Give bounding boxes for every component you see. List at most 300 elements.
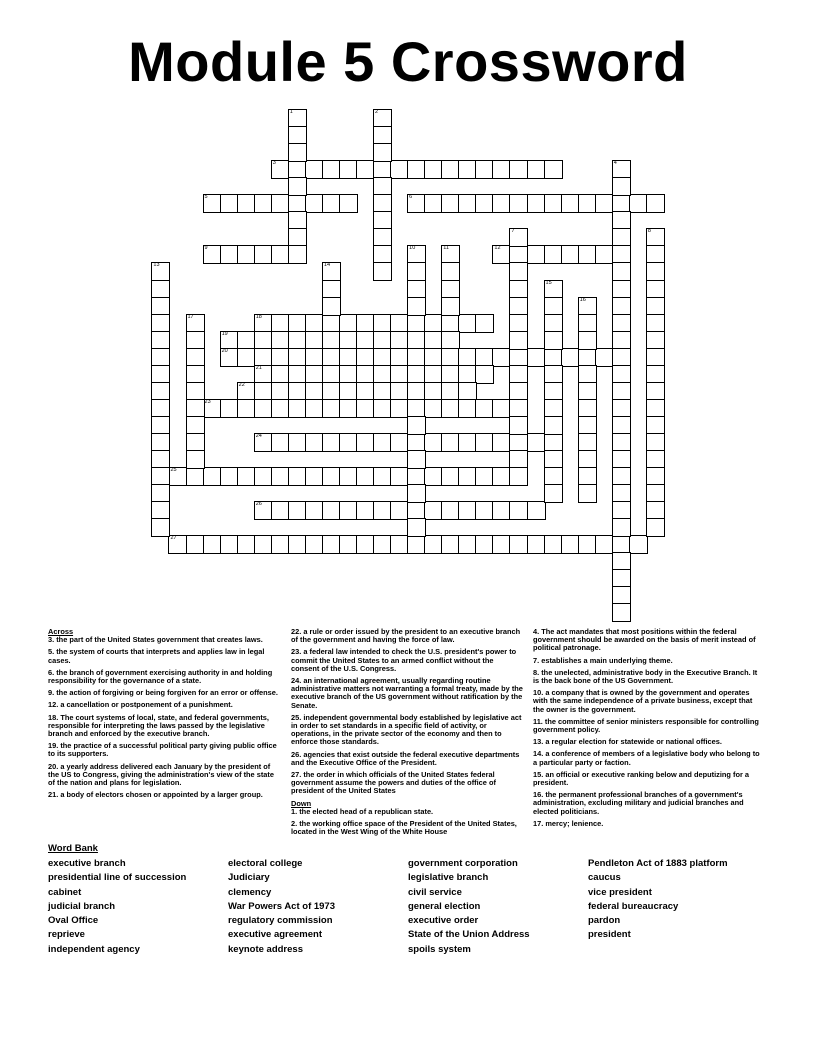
grid-cell[interactable]	[272, 383, 289, 400]
grid-cell[interactable]	[493, 536, 510, 553]
grid-cell[interactable]	[545, 383, 562, 400]
grid-cell[interactable]	[221, 400, 238, 417]
grid-cell[interactable]	[306, 383, 323, 400]
grid-cell[interactable]	[613, 195, 630, 212]
grid-cell[interactable]	[374, 366, 391, 383]
grid-cell[interactable]	[613, 178, 630, 195]
grid-cell[interactable]	[596, 536, 613, 553]
grid-cell[interactable]	[545, 451, 562, 468]
grid-cell[interactable]	[425, 400, 442, 417]
grid-cell[interactable]	[476, 315, 493, 332]
grid-cell[interactable]	[510, 298, 527, 315]
grid-cell[interactable]	[476, 468, 493, 485]
grid-cell[interactable]	[459, 195, 476, 212]
grid-cell[interactable]	[510, 417, 527, 434]
grid-cell[interactable]	[510, 229, 527, 246]
grid-cell[interactable]	[493, 468, 510, 485]
grid-cell[interactable]	[613, 366, 630, 383]
grid-cell[interactable]	[374, 315, 391, 332]
grid-cell[interactable]	[272, 502, 289, 519]
grid-cell[interactable]	[289, 400, 306, 417]
grid-cell[interactable]	[391, 400, 408, 417]
grid-cell[interactable]	[545, 468, 562, 485]
grid-cell[interactable]	[238, 383, 255, 400]
grid-cell[interactable]	[613, 451, 630, 468]
grid-cell[interactable]	[152, 417, 169, 434]
grid-cell[interactable]	[391, 332, 408, 349]
grid-cell[interactable]	[255, 536, 272, 553]
grid-cell[interactable]	[408, 485, 425, 502]
grid-cell[interactable]	[187, 451, 204, 468]
grid-cell[interactable]	[408, 451, 425, 468]
grid-cell[interactable]	[391, 315, 408, 332]
grid-cell[interactable]	[238, 536, 255, 553]
grid-cell[interactable]	[562, 349, 579, 366]
grid-cell[interactable]	[357, 468, 374, 485]
grid-cell[interactable]	[289, 229, 306, 246]
grid-cell[interactable]	[442, 502, 459, 519]
grid-cell[interactable]	[613, 570, 630, 587]
grid-cell[interactable]	[306, 161, 323, 178]
grid-cell[interactable]	[510, 434, 527, 451]
grid-cell[interactable]	[510, 536, 527, 553]
grid-cell[interactable]	[357, 434, 374, 451]
grid-cell[interactable]	[289, 468, 306, 485]
grid-cell[interactable]	[323, 383, 340, 400]
grid-cell[interactable]	[493, 502, 510, 519]
grid-cell[interactable]	[204, 468, 221, 485]
grid-cell[interactable]	[647, 502, 664, 519]
grid-cell[interactable]	[408, 263, 425, 280]
grid-cell[interactable]	[562, 195, 579, 212]
grid-cell[interactable]	[442, 366, 459, 383]
grid-cell[interactable]	[306, 434, 323, 451]
grid-cell[interactable]	[391, 349, 408, 366]
grid-cell[interactable]	[425, 161, 442, 178]
grid-cell[interactable]	[187, 315, 204, 332]
grid-cell[interactable]	[238, 349, 255, 366]
grid-cell[interactable]	[340, 161, 357, 178]
grid-cell[interactable]	[647, 332, 664, 349]
grid-cell[interactable]	[204, 195, 221, 212]
grid-cell[interactable]	[408, 434, 425, 451]
grid-cell[interactable]	[187, 332, 204, 349]
grid-cell[interactable]	[152, 315, 169, 332]
grid-cell[interactable]	[510, 349, 527, 366]
grid-cell[interactable]	[152, 519, 169, 536]
grid-cell[interactable]	[152, 332, 169, 349]
grid-cell[interactable]	[289, 246, 306, 263]
grid-cell[interactable]	[187, 468, 204, 485]
grid-cell[interactable]	[647, 468, 664, 485]
grid-cell[interactable]	[613, 502, 630, 519]
grid-cell[interactable]	[374, 127, 391, 144]
grid-cell[interactable]	[340, 332, 357, 349]
grid-cell[interactable]	[647, 383, 664, 400]
grid-cell[interactable]	[528, 502, 545, 519]
grid-cell[interactable]	[340, 383, 357, 400]
grid-cell[interactable]	[187, 434, 204, 451]
grid-cell[interactable]	[510, 451, 527, 468]
grid-cell[interactable]	[289, 383, 306, 400]
grid-cell[interactable]	[340, 468, 357, 485]
grid-cell[interactable]	[152, 400, 169, 417]
grid-cell[interactable]	[374, 110, 391, 127]
grid-cell[interactable]	[187, 536, 204, 553]
grid-cell[interactable]	[442, 298, 459, 315]
grid-cell[interactable]	[476, 349, 493, 366]
grid-cell[interactable]	[476, 161, 493, 178]
grid-cell[interactable]	[408, 298, 425, 315]
grid-cell[interactable]	[323, 349, 340, 366]
grid-cell[interactable]	[374, 161, 391, 178]
grid-cell[interactable]	[374, 332, 391, 349]
grid-cell[interactable]	[272, 161, 289, 178]
grid-cell[interactable]	[613, 332, 630, 349]
grid-cell[interactable]	[187, 383, 204, 400]
grid-cell[interactable]	[459, 434, 476, 451]
grid-cell[interactable]	[306, 400, 323, 417]
grid-cell[interactable]	[613, 468, 630, 485]
grid-cell[interactable]	[306, 332, 323, 349]
grid-cell[interactable]	[476, 536, 493, 553]
grid-cell[interactable]	[545, 417, 562, 434]
grid-cell[interactable]	[545, 161, 562, 178]
grid-cell[interactable]	[255, 468, 272, 485]
grid-cell[interactable]	[408, 161, 425, 178]
grid-cell[interactable]	[510, 383, 527, 400]
grid-cell[interactable]	[221, 195, 238, 212]
grid-cell[interactable]	[442, 332, 459, 349]
grid-cell[interactable]	[613, 229, 630, 246]
grid-cell[interactable]	[510, 315, 527, 332]
grid-cell[interactable]	[442, 468, 459, 485]
grid-cell[interactable]	[272, 468, 289, 485]
grid-cell[interactable]	[255, 195, 272, 212]
grid-cell[interactable]	[510, 161, 527, 178]
grid-cell[interactable]	[579, 400, 596, 417]
grid-cell[interactable]	[425, 366, 442, 383]
grid-cell[interactable]	[613, 315, 630, 332]
grid-cell[interactable]	[613, 587, 630, 604]
grid-cell[interactable]	[306, 502, 323, 519]
grid-cell[interactable]	[374, 349, 391, 366]
grid-cell[interactable]	[528, 349, 545, 366]
grid-cell[interactable]	[613, 281, 630, 298]
grid-cell[interactable]	[169, 536, 186, 553]
grid-cell[interactable]	[545, 485, 562, 502]
grid-cell[interactable]	[613, 604, 630, 621]
grid-cell[interactable]	[357, 502, 374, 519]
grid-cell[interactable]	[408, 536, 425, 553]
grid-cell[interactable]	[510, 366, 527, 383]
grid-cell[interactable]	[545, 366, 562, 383]
grid-cell[interactable]	[613, 400, 630, 417]
grid-cell[interactable]	[613, 263, 630, 280]
grid-cell[interactable]	[340, 536, 357, 553]
grid-cell[interactable]	[221, 349, 238, 366]
grid-cell[interactable]	[255, 502, 272, 519]
grid-cell[interactable]	[357, 349, 374, 366]
grid-cell[interactable]	[374, 400, 391, 417]
grid-cell[interactable]	[579, 349, 596, 366]
grid-cell[interactable]	[340, 502, 357, 519]
grid-cell[interactable]	[647, 485, 664, 502]
grid-cell[interactable]	[357, 400, 374, 417]
grid-cell[interactable]	[374, 178, 391, 195]
grid-cell[interactable]	[255, 349, 272, 366]
grid-cell[interactable]	[221, 536, 238, 553]
grid-cell[interactable]	[459, 502, 476, 519]
grid-cell[interactable]	[408, 195, 425, 212]
grid-cell[interactable]	[323, 502, 340, 519]
grid-cell[interactable]	[579, 417, 596, 434]
grid-cell[interactable]	[647, 434, 664, 451]
grid-cell[interactable]	[613, 246, 630, 263]
grid-cell[interactable]	[255, 246, 272, 263]
grid-cell[interactable]	[221, 468, 238, 485]
grid-cell[interactable]	[562, 536, 579, 553]
grid-cell[interactable]	[442, 195, 459, 212]
grid-cell[interactable]	[425, 195, 442, 212]
grid-cell[interactable]	[459, 349, 476, 366]
grid-cell[interactable]	[272, 349, 289, 366]
grid-cell[interactable]	[374, 434, 391, 451]
grid-cell[interactable]	[510, 400, 527, 417]
grid-cell[interactable]	[323, 468, 340, 485]
grid-cell[interactable]	[255, 383, 272, 400]
grid-cell[interactable]	[238, 468, 255, 485]
grid-cell[interactable]	[476, 195, 493, 212]
grid-cell[interactable]	[442, 349, 459, 366]
grid-cell[interactable]	[510, 263, 527, 280]
grid-cell[interactable]	[579, 451, 596, 468]
grid-cell[interactable]	[152, 366, 169, 383]
grid-cell[interactable]	[613, 212, 630, 229]
grid-cell[interactable]	[289, 161, 306, 178]
grid-cell[interactable]	[408, 383, 425, 400]
grid-cell[interactable]	[187, 349, 204, 366]
grid-cell[interactable]	[647, 195, 664, 212]
grid-cell[interactable]	[289, 178, 306, 195]
grid-cell[interactable]	[357, 536, 374, 553]
grid-cell[interactable]	[272, 246, 289, 263]
grid-cell[interactable]	[340, 366, 357, 383]
grid-cell[interactable]	[408, 315, 425, 332]
grid-cell[interactable]	[510, 332, 527, 349]
grid-cell[interactable]	[289, 502, 306, 519]
grid-cell[interactable]	[579, 485, 596, 502]
grid-cell[interactable]	[238, 400, 255, 417]
grid-cell[interactable]	[476, 400, 493, 417]
grid-cell[interactable]	[306, 468, 323, 485]
grid-cell[interactable]	[357, 161, 374, 178]
grid-cell[interactable]	[579, 383, 596, 400]
grid-cell[interactable]	[408, 468, 425, 485]
grid-cell[interactable]	[579, 332, 596, 349]
grid-cell[interactable]	[323, 263, 340, 280]
grid-cell[interactable]	[579, 315, 596, 332]
grid-cell[interactable]	[152, 281, 169, 298]
grid-cell[interactable]	[204, 536, 221, 553]
grid-cell[interactable]	[613, 417, 630, 434]
grid-cell[interactable]	[152, 349, 169, 366]
grid-cell[interactable]	[493, 349, 510, 366]
grid-cell[interactable]	[442, 263, 459, 280]
grid-cell[interactable]	[442, 400, 459, 417]
grid-cell[interactable]	[255, 332, 272, 349]
grid-cell[interactable]	[374, 144, 391, 161]
grid-cell[interactable]	[613, 298, 630, 315]
grid-cell[interactable]	[528, 246, 545, 263]
grid-cell[interactable]	[204, 400, 221, 417]
grid-cell[interactable]	[442, 281, 459, 298]
grid-cell[interactable]	[613, 434, 630, 451]
grid-cell[interactable]	[152, 485, 169, 502]
grid-cell[interactable]	[357, 383, 374, 400]
grid-cell[interactable]	[289, 110, 306, 127]
grid-cell[interactable]	[323, 332, 340, 349]
grid-cell[interactable]	[289, 366, 306, 383]
grid-cell[interactable]	[289, 434, 306, 451]
grid-cell[interactable]	[528, 195, 545, 212]
grid-cell[interactable]	[476, 366, 493, 383]
grid-cell[interactable]	[459, 366, 476, 383]
grid-cell[interactable]	[152, 434, 169, 451]
grid-cell[interactable]	[613, 349, 630, 366]
grid-cell[interactable]	[579, 298, 596, 315]
grid-cell[interactable]	[545, 332, 562, 349]
grid-cell[interactable]	[545, 281, 562, 298]
grid-cell[interactable]	[459, 468, 476, 485]
grid-cell[interactable]	[647, 263, 664, 280]
grid-cell[interactable]	[374, 229, 391, 246]
grid-cell[interactable]	[613, 485, 630, 502]
grid-cell[interactable]	[187, 366, 204, 383]
grid-cell[interactable]	[374, 212, 391, 229]
grid-cell[interactable]	[255, 400, 272, 417]
grid-cell[interactable]	[391, 502, 408, 519]
grid-cell[interactable]	[647, 417, 664, 434]
grid-cell[interactable]	[425, 536, 442, 553]
grid-cell[interactable]	[476, 434, 493, 451]
grid-cell[interactable]	[391, 468, 408, 485]
grid-cell[interactable]	[613, 553, 630, 570]
grid-cell[interactable]	[562, 246, 579, 263]
grid-cell[interactable]	[493, 161, 510, 178]
grid-cell[interactable]	[221, 332, 238, 349]
grid-cell[interactable]	[459, 315, 476, 332]
grid-cell[interactable]	[289, 332, 306, 349]
grid-cell[interactable]	[255, 315, 272, 332]
grid-cell[interactable]	[579, 434, 596, 451]
grid-cell[interactable]	[647, 400, 664, 417]
grid-cell[interactable]	[442, 434, 459, 451]
grid-cell[interactable]	[323, 536, 340, 553]
grid-cell[interactable]	[579, 468, 596, 485]
grid-cell[interactable]	[442, 161, 459, 178]
grid-cell[interactable]	[238, 246, 255, 263]
grid-cell[interactable]	[510, 281, 527, 298]
grid-cell[interactable]	[459, 536, 476, 553]
grid-cell[interactable]	[545, 400, 562, 417]
grid-cell[interactable]	[647, 229, 664, 246]
grid-cell[interactable]	[596, 195, 613, 212]
grid-cell[interactable]	[272, 332, 289, 349]
grid-cell[interactable]	[647, 281, 664, 298]
grid-cell[interactable]	[323, 195, 340, 212]
grid-cell[interactable]	[272, 315, 289, 332]
grid-cell[interactable]	[579, 246, 596, 263]
grid-cell[interactable]	[425, 502, 442, 519]
grid-cell[interactable]	[408, 502, 425, 519]
grid-cell[interactable]	[306, 315, 323, 332]
grid-cell[interactable]	[289, 212, 306, 229]
grid-cell[interactable]	[374, 383, 391, 400]
grid-cell[interactable]	[187, 400, 204, 417]
grid-cell[interactable]	[408, 349, 425, 366]
grid-cell[interactable]	[152, 383, 169, 400]
grid-cell[interactable]	[238, 332, 255, 349]
grid-cell[interactable]	[323, 434, 340, 451]
grid-cell[interactable]	[238, 195, 255, 212]
grid-cell[interactable]	[442, 315, 459, 332]
grid-cell[interactable]	[613, 536, 630, 553]
grid-cell[interactable]	[630, 195, 647, 212]
grid-cell[interactable]	[442, 246, 459, 263]
grid-cell[interactable]	[391, 434, 408, 451]
grid-cell[interactable]	[510, 502, 527, 519]
grid-cell[interactable]	[493, 434, 510, 451]
grid-cell[interactable]	[630, 536, 647, 553]
grid-cell[interactable]	[510, 246, 527, 263]
grid-cell[interactable]	[187, 417, 204, 434]
grid-cell[interactable]	[408, 332, 425, 349]
grid-cell[interactable]	[442, 536, 459, 553]
grid-cell[interactable]	[493, 400, 510, 417]
grid-cell[interactable]	[579, 195, 596, 212]
grid-cell[interactable]	[391, 161, 408, 178]
grid-cell[interactable]	[255, 434, 272, 451]
grid-cell[interactable]	[493, 195, 510, 212]
grid-cell[interactable]	[272, 366, 289, 383]
grid-cell[interactable]	[374, 502, 391, 519]
grid-cell[interactable]	[357, 332, 374, 349]
grid-cell[interactable]	[340, 349, 357, 366]
grid-cell[interactable]	[340, 315, 357, 332]
grid-cell[interactable]	[323, 366, 340, 383]
grid-cell[interactable]	[596, 349, 613, 366]
grid-cell[interactable]	[152, 298, 169, 315]
grid-cell[interactable]	[545, 536, 562, 553]
grid-cell[interactable]	[306, 195, 323, 212]
grid-cell[interactable]	[391, 366, 408, 383]
grid-cell[interactable]	[272, 434, 289, 451]
grid-cell[interactable]	[323, 161, 340, 178]
grid-cell[interactable]	[152, 468, 169, 485]
grid-cell[interactable]	[152, 451, 169, 468]
grid-cell[interactable]	[323, 400, 340, 417]
grid-cell[interactable]	[647, 519, 664, 536]
grid-cell[interactable]	[647, 451, 664, 468]
grid-cell[interactable]	[272, 195, 289, 212]
grid-cell[interactable]	[323, 298, 340, 315]
grid-cell[interactable]	[545, 349, 562, 366]
grid-cell[interactable]	[545, 195, 562, 212]
grid-cell[interactable]	[579, 536, 596, 553]
grid-cell[interactable]	[425, 434, 442, 451]
grid-cell[interactable]	[152, 502, 169, 519]
